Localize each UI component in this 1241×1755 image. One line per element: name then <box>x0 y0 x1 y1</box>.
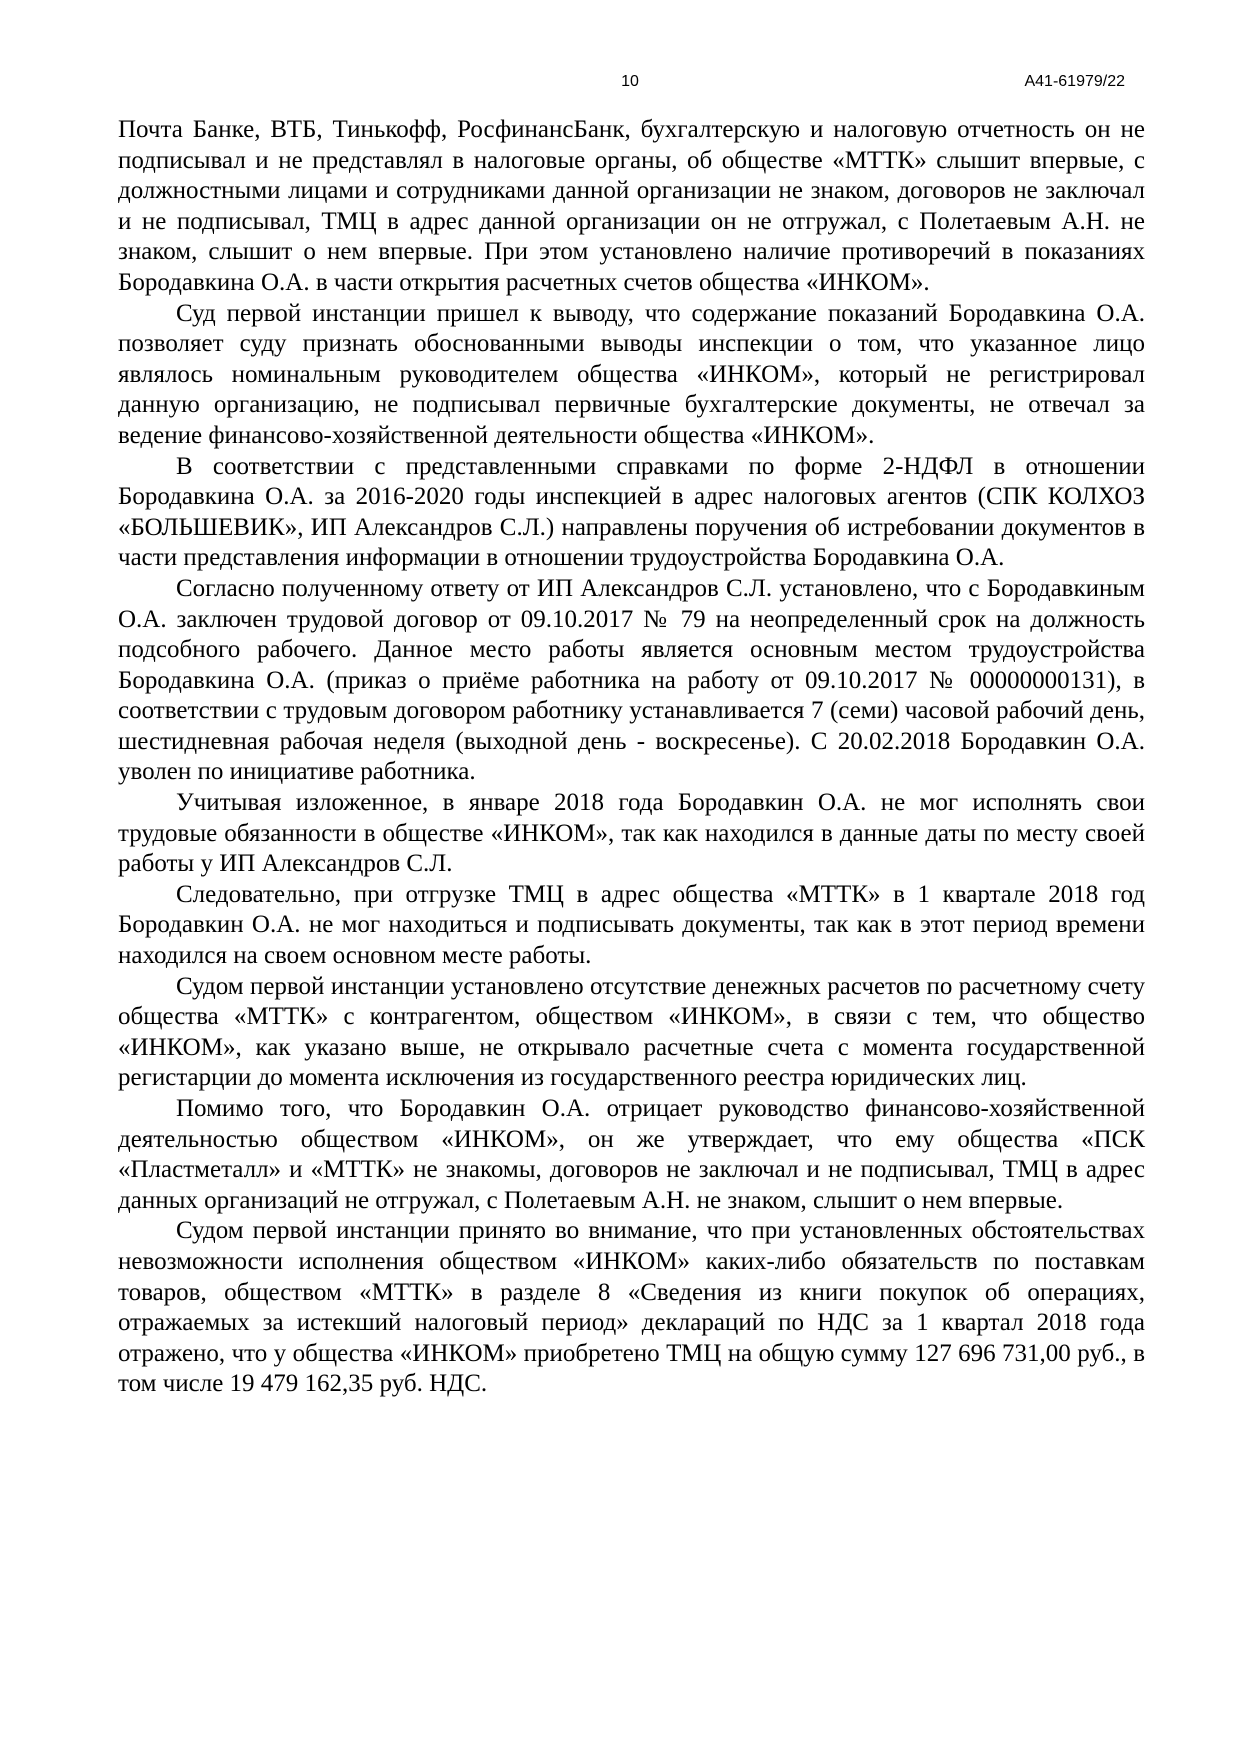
paragraph: Помимо того, что Бородавкин О.А. отрицает руководство финансово-хозяйственной деятельностью обществом «ИНКОМ», он же утверждает, что ему общества «ПСК «Пластметалл» и «МТТК» не знакомы, договоров не заключал и не подписывал, ТМЦ в адрес данных организаций не отгружал, с Полетаевым А.Н. не знаком, слышит о нем впервые. <box>118 1095 1145 1214</box>
paragraph: Судом первой инстанции принято во внимание, что при установленных обстоятельствах невозможности исполнения обществом «ИНКОМ» каких-либо обязательств по поставкам товаров, обществом «МТТК» в разделе 8 «Сведения из книги покупок об операциях, отражаемых за истекший налоговый период» деклараций по НДС за 1 квартал 2018 года отражено, что у общества «ИНКОМ» приобретено ТМЦ на общую сумму 127 696 731,00 руб., в том числе 19 479 162,35 руб. НДС. <box>118 1217 1145 1398</box>
paragraph: В соответствии с представленными справками по форме 2-НДФЛ в отношении Бородавкина О.А. за 2016-2020 годы инспекцией в адрес налоговых агентов (СПК КОЛХОЗ «БОЛЬШЕВИК», ИП Александров С.Л.) направлены поручения об истребовании документов в части представления информации в отношении трудоустройства Бородавкина О.А. <box>118 452 1145 572</box>
paragraph: Учитывая изложенное, в январе 2018 года Бородавкин О.А. не мог исполнять свои трудовые обязанности в обществе «ИНКОМ», так как находился в данные даты по месту своей работы у ИП Александров С.Л. <box>118 789 1145 878</box>
paragraph: Согласно полученному ответу от ИП Александров С.Л. установлено, что с Бородавкиным О.А. заключен трудовой договор от 09.10.2017 № 79 на неопределенный срок на должность подсобного рабочего. Данное место работы является основным местом трудоустройства Бородавкина О.А. (приказ о приёме работника на работу от 09.10.2017 № 00000000131), в соответствии с трудовым договором работнику устанавливается 7 (семи) часовой рабочий день, шестидневная рабочая неделя (выходной день - воскресенье). С 20.02.2018 Бородавкин О.А. уволен по инициативе работника. <box>118 574 1145 786</box>
case-number: А41-61979/22 <box>1024 73 1125 90</box>
paragraph-continuation: Почта Банке, ВТБ, Тинькофф, РосфинансБанк, бухгалтерскую и налоговую отчетность он не подписывал и не представлял в налоговые органы, об обществе «МТТК» слышит впервые, с должностными лицами и сотрудниками данной организации не знаком, договоров не заключал и не подписывал, ТМЦ в адрес данной организации он не отгружал, с Полетаевым А.Н. не знаком, слышит о нем впервые. При этом установлено наличие противоречий в показаниях Бородавкина О.А. в части открытия расчетных счетов общества «ИНКОМ». <box>118 116 1145 296</box>
page-number: 10 <box>621 73 639 90</box>
paragraph: Судом первой инстанции установлено отсутствие денежных расчетов по расчетному счету общества «МТТК» с контрагентом, обществом «ИНКОМ», в связи с тем, что общество «ИНКОМ», как указано выше, не открывало расчетные счета с момента государственной регистарции до момента исключения из государственного реестра юридических лиц. <box>118 972 1145 1092</box>
document-body <box>118 115 1145 1400</box>
paragraph: Следовательно, при отгрузке ТМЦ в адрес общества «МТТК» в 1 квартале 2018 год Бородавкин О.А. не мог находиться и подписывать документы, так как в этот период времени находился на своем основном месте работы. <box>118 880 1145 970</box>
paragraph: Суд первой инстанции пришел к выводу, что содержание показаний Бородавкина О.А. позволяет суду признать обоснованными выводы инспекции о том, что указанное лицо являлось номинальным руководителем общества «ИНКОМ», который не регистрировал данную организацию, не подписывал первичные бухгалтерские документы, не отвечал за ведение финансово-хозяйственной деятельности общества «ИНКОМ». <box>118 299 1145 449</box>
